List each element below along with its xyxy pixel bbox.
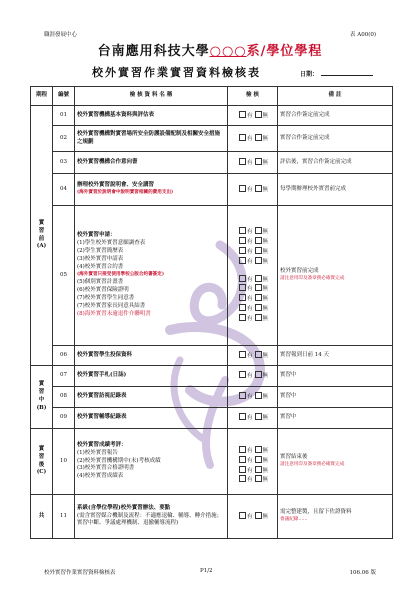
sub-item-red: (8)海外實習未逾退件介聯明書 — [77, 310, 151, 317]
checkbox-no[interactable] — [255, 294, 262, 301]
check-cell: 有 無 — [228, 346, 278, 366]
checklist-table — [30, 86, 393, 539]
checkbox-yes[interactable] — [239, 304, 246, 311]
checkbox-yes[interactable] — [239, 314, 246, 321]
checkbox-yes[interactable] — [239, 413, 246, 420]
date-label: 日期： — [300, 71, 319, 78]
row-note-text: 實習結束後 — [280, 454, 308, 461]
table-row — [31, 152, 393, 174]
row-item: 校外實習機構合作意向書 — [75, 152, 228, 174]
checkbox-yes[interactable] — [239, 456, 246, 463]
row-note: 實習中 — [278, 387, 393, 408]
title-school: 台南應用科技大學 — [97, 44, 210, 59]
row-note — [278, 429, 393, 495]
table-row — [31, 106, 393, 126]
checkbox-yes[interactable] — [239, 512, 246, 519]
checkbox-no[interactable] — [255, 475, 262, 482]
footer-version: 106.06 版 — [349, 570, 376, 576]
row-item: 校外實習機構基本資料與評估表 — [75, 106, 228, 126]
checkbox-no[interactable] — [255, 275, 262, 282]
row-number: 11 — [53, 495, 75, 539]
check-cell: 有 無 有 無 有 無 有 無 有 無 有 無 有 無 有 無 有 無 — [228, 206, 278, 346]
checkbox-yes[interactable] — [239, 111, 246, 118]
sub-list — [77, 450, 225, 482]
checkbox-no[interactable] — [255, 134, 262, 141]
checkbox-yes[interactable] — [239, 158, 246, 165]
checkbox-no[interactable] — [255, 466, 262, 473]
row-item: 校外實習學生投保資料 — [75, 346, 228, 366]
document-subtitle: 校外實習作業實習資料檢核表 — [92, 66, 261, 79]
row-note-red: 會議紀錄…… — [280, 517, 308, 523]
table-row — [31, 346, 393, 366]
checkbox-yes[interactable] — [239, 351, 246, 358]
document-title — [0, 40, 420, 59]
check-cell: 有 無 有 無 有 無 有 無 — [228, 429, 278, 495]
row-note-text: 需完整建製，且留下佐證資料 — [280, 509, 352, 516]
checkbox-no[interactable] — [255, 227, 262, 234]
table-row — [31, 174, 393, 206]
col-header-period: 期程 — [31, 87, 53, 106]
row-item-title: 校外實習申請： — [77, 232, 116, 239]
table-row — [31, 206, 393, 346]
row-item — [75, 429, 228, 495]
header-org: 職涯發展中心 — [44, 32, 78, 38]
checkbox-yes[interactable] — [239, 371, 246, 378]
sub-item: (1)學生校外實習意願調查表 — [77, 240, 146, 247]
check-cell: 有 無 — [228, 387, 278, 408]
check-cell: 有 無 — [228, 495, 278, 539]
row-item: 校外實習訪視記錄表 — [75, 387, 228, 408]
table-row — [31, 495, 393, 539]
row-item: 校外實習輔導紀錄表 — [75, 408, 228, 429]
row-item — [75, 495, 228, 539]
title-dept-placeholder: ○○○ — [209, 44, 247, 59]
date-blank-line[interactable] — [321, 75, 373, 76]
sub-item: (2)學生實習簡歷表 — [77, 248, 124, 255]
table-row — [31, 429, 393, 495]
table-row — [31, 366, 393, 387]
row-number: 08 — [53, 387, 75, 408]
sub-item: (7)校外實習家長同意具結書 — [77, 302, 146, 309]
footer-doc-name: 校外實習作業實習資料檢核表 — [44, 570, 116, 576]
checkbox-no[interactable] — [255, 446, 262, 453]
checkbox-no[interactable] — [255, 371, 262, 378]
col-header-item: 檢 核 資 料 名 稱 — [75, 87, 228, 106]
checkbox-yes[interactable] — [239, 446, 246, 453]
table-row — [31, 387, 393, 408]
table-row — [31, 126, 393, 152]
checkbox-yes[interactable] — [239, 237, 246, 244]
check-cell: 有 無 — [228, 408, 278, 429]
row-item: 校外實習手札(日誌) — [75, 366, 228, 387]
checkbox-no[interactable] — [255, 512, 262, 519]
checkbox-yes[interactable] — [239, 134, 246, 141]
sub-item: (4)校外實習合約書 — [77, 264, 124, 271]
row-item-title: 系級(含學位學程)校外實習辦法、要點 — [77, 504, 171, 511]
row-number: 05 — [53, 206, 75, 346]
checkbox-yes[interactable] — [239, 475, 246, 482]
row-number: 02 — [53, 126, 75, 152]
sub-item: (5)個別實習計畫書 — [77, 278, 124, 285]
row-number: 07 — [53, 366, 75, 387]
checkbox-yes[interactable] — [239, 257, 246, 264]
row-note — [278, 206, 393, 346]
row-item-detail: (需含實習媒合機制及流程：不適應退輪、輔導、轉介措施；實習中斷、爭議處理機制、退撤輔導流程) — [77, 512, 223, 527]
row-note-text: 校外實習前完成 — [280, 268, 319, 275]
checkbox-yes[interactable] — [239, 275, 246, 282]
checkbox-no[interactable] — [255, 158, 262, 165]
sub-item: (2)校外實習機構期中(末)考核成績 — [77, 457, 161, 464]
checkbox-no[interactable] — [255, 257, 262, 264]
row-note-red: 請注意用印及簽章務必確實完成 — [280, 276, 345, 282]
row-item — [75, 206, 228, 346]
checkbox-yes[interactable] — [239, 294, 246, 301]
checkbox-no[interactable] — [255, 247, 262, 254]
period-common: 共 — [31, 495, 53, 539]
header-form-code: 表 A00(0) — [349, 32, 376, 38]
sub-item: (6)校外實習保險證明 — [77, 286, 129, 293]
sub-item: (3)校外實習申請表 — [77, 256, 124, 263]
row-note: 實習中 — [278, 366, 393, 387]
checkbox-no[interactable] — [255, 237, 262, 244]
col-header-note: 備 註 — [278, 87, 393, 106]
row-number: 06 — [53, 346, 75, 366]
date-field[interactable] — [300, 69, 373, 78]
row-note: 實習中 — [278, 408, 393, 429]
row-number: 01 — [53, 106, 75, 126]
checkbox-yes[interactable] — [239, 227, 246, 234]
table-header-row — [31, 87, 393, 106]
check-cell: 有 無 — [228, 152, 278, 174]
period-during: 實 習 中 (B) — [31, 366, 53, 429]
checkbox-yes[interactable] — [239, 185, 246, 192]
col-header-check: 檢 核 — [228, 87, 278, 106]
period-before: 實 習 前 (A) — [31, 106, 53, 366]
sub-item: (7)校外實習學生同意書 — [77, 294, 135, 301]
check-cell: 有 無 — [228, 366, 278, 387]
checkbox-yes[interactable] — [239, 392, 246, 399]
row-note: 評估後，實習合作簽定前完成 — [278, 152, 393, 174]
checkbox-no[interactable] — [255, 456, 262, 463]
sub-list — [77, 240, 225, 318]
row-number: 03 — [53, 152, 75, 174]
footer-page-number: P1/2 — [200, 568, 213, 574]
row-note: 實習合作簽定前完成 — [278, 106, 393, 126]
title-dept-suffix: 系/學位學程 — [246, 44, 323, 59]
table-row — [31, 408, 393, 429]
checkbox-no[interactable] — [255, 185, 262, 192]
row-number: 09 — [53, 408, 75, 429]
col-header-no: 編號 — [53, 87, 75, 106]
checkbox-no[interactable] — [255, 351, 262, 358]
row-note — [278, 495, 393, 539]
checkbox-no[interactable] — [255, 392, 262, 399]
sub-item: (4)校外實習成績表 — [77, 473, 124, 480]
row-item-red-note: (海外實習於說明會中說明實習相關的費用支出) — [77, 190, 174, 196]
row-number: 04 — [53, 174, 75, 206]
checkbox-no[interactable] — [255, 111, 262, 118]
period-after: 實 習 後 (C) — [31, 429, 53, 495]
checkbox-no[interactable] — [255, 314, 262, 321]
check-cell: 有 無 — [228, 126, 278, 152]
row-item-title: 辦理校外實習說明會、安全講習 — [77, 182, 155, 189]
checkbox-yes[interactable] — [239, 284, 246, 291]
row-note: 實習報到日前 14 天 — [278, 346, 393, 366]
check-cell: 有 無 — [228, 106, 278, 126]
checkbox-no[interactable] — [255, 284, 262, 291]
row-note: 每學期辦理校外實習前完成 — [278, 174, 393, 206]
sub-item: (1)校外實習報告 — [77, 449, 118, 456]
row-note-red: 請注意用印及簽章務必確實完成 — [280, 462, 345, 468]
checkbox-no[interactable] — [255, 304, 262, 311]
checkbox-no[interactable] — [255, 413, 262, 420]
row-note: 實習合作簽定前完成 — [278, 126, 393, 152]
checkbox-yes[interactable] — [239, 466, 246, 473]
row-item — [75, 174, 228, 206]
sub-item-red-note: (海外實習只接受使用學校公版合約書簽定) — [77, 272, 165, 278]
checkbox-yes[interactable] — [239, 247, 246, 254]
row-item-title: 校外實習成績考評： — [77, 441, 127, 448]
check-cell: 有 無 — [228, 174, 278, 206]
row-number: 10 — [53, 429, 75, 495]
row-item: 校外實習機構對實習場所安全防護設備配制及相關安全措施之規劃 — [75, 126, 228, 152]
sub-item: (3)校外實習合格證明書 — [77, 465, 135, 472]
